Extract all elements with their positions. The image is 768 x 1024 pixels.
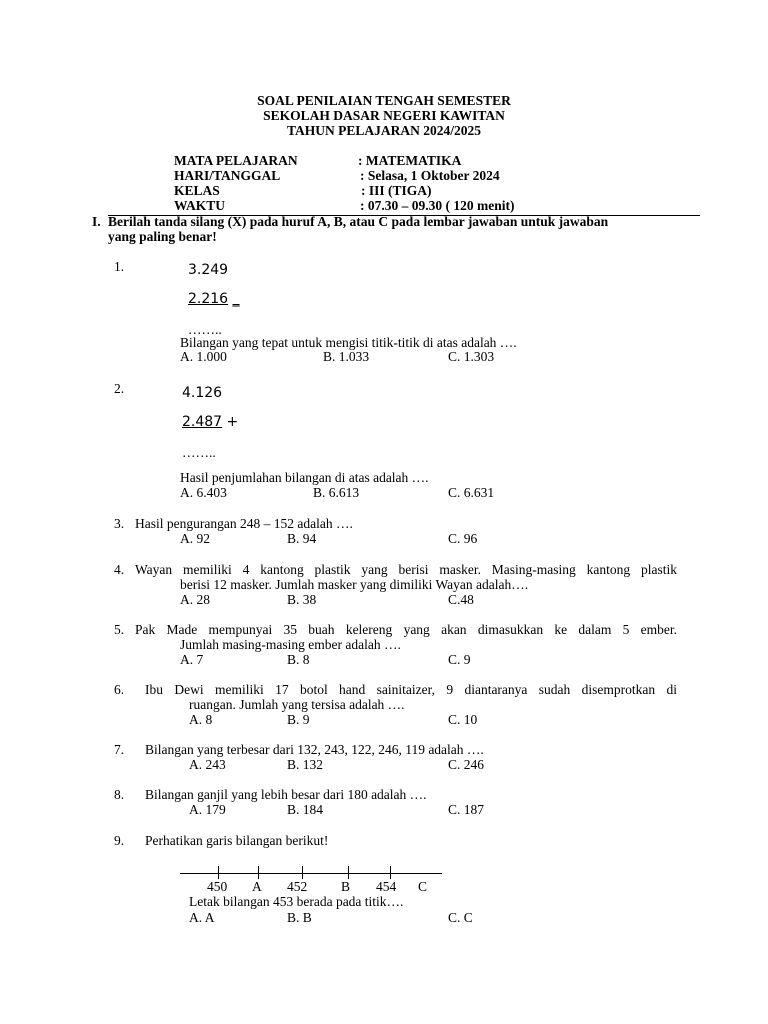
number-line [180,873,442,874]
number-line-label: A [252,879,262,894]
question-text: Bilangan yang tepat untuk mengisi titik-titik di atas adalah …. [180,335,517,350]
question-text: Bilangan ganjil yang lebih besar dari 180 adalah …. [145,787,427,802]
option-c: C. 96 [448,531,478,546]
section-number: I. [92,214,101,229]
number-line-label: 450 [207,879,228,894]
academic-year: TAHUN PELAJARAN 2024/2025 [286,123,481,138]
info-label-time: WAKTU [174,198,226,213]
q1-top-number: 3.249 [188,262,229,278]
option-a: A. 92 [180,531,210,546]
question-number: 3. [114,516,125,531]
question-text-line2: berisi 12 masker. Jumlah masker yang dimiliki Wayan adalah…. [180,577,529,592]
question-text: Hasil penjumlahan bilangan di atas adalah …. [180,470,429,485]
exam-title: SOAL PENILAIAN TENGAH SEMESTER [257,93,511,108]
option-a: A. A [189,910,215,925]
question-text-line2: ruangan. Jumlah yang tersisa adalah …. [189,697,405,712]
school-name: SEKOLAH DASAR NEGERI KAWITAN [263,108,505,123]
option-b: B. 8 [287,652,310,667]
question-text-line1: Pak Made mempunyai 35 buah kelereng yang akan dimasukkan ke dalam 5 ember. [135,622,677,637]
section-instruction-line1: Berilah tanda silang (X) pada huruf A, B, atau C pada lembar jawaban untuk jawaban [108,214,609,229]
question-text-line1: Ibu Dewi memiliki 17 botol hand sainitaizer, 9 diantaranya sudah disemprotkan di [145,682,677,697]
q1-answer-blank: …….. [188,322,222,337]
question-number: 7. [114,742,125,757]
section-instruction-line2: yang paling benar! [108,229,217,244]
question-text-line1: Wayan memiliki 4 kantong plastik yang berisi masker. Masing-masing kantong plastik [135,562,677,577]
q2-operator: + [226,414,239,430]
option-a: A. 7 [180,652,204,667]
question-text: Hasil pengurangan 248 – 152 adalah …. [135,516,353,531]
number-line-label: 454 [376,879,397,894]
option-c: C. 1.303 [448,349,495,364]
question-text-line2: Jumlah masing-masing ember adalah …. [180,637,401,652]
question-number: 8. [114,787,125,802]
question-number: 5. [114,622,125,637]
number-line-label: B [341,879,351,894]
info-value-time: : 07.30 – 09.30 ( 120 menit) [360,198,515,213]
number-line-tick [390,866,391,879]
number-line-tick [258,866,259,879]
q1-subtraction [188,292,240,307]
option-a: A. 8 [189,712,213,727]
option-b: B. 184 [287,802,324,817]
option-b: B. 132 [287,757,324,772]
option-a: A. 28 [180,592,210,607]
number-line-tick [218,866,219,879]
number-line-tick [348,866,349,879]
option-c: C.48 [448,592,474,607]
question-text: Bilangan yang terbesar dari 132, 243, 122, 246, 119 adalah …. [145,742,484,757]
option-c: C. 10 [448,712,478,727]
option-c: C. C [448,910,473,925]
option-c: C. 6.631 [448,485,495,500]
question-number: 4. [114,562,125,577]
option-c: C. 246 [448,757,485,772]
q2-answer-blank: …….. [182,445,216,460]
q2-bottom-number: 2.487 [182,414,223,430]
q2-addition [182,415,238,430]
option-b: B. 9 [287,712,310,727]
info-value-date: : Selasa, 1 Oktober 2024 [360,168,500,183]
info-label-subject: MATA PELAJARAN [174,153,298,168]
question-number: 6. [114,682,125,697]
question-text-2: Letak bilangan 453 berada pada titik…. [189,894,404,909]
option-a: A. 179 [189,802,226,817]
question-text: Perhatikan garis bilangan berikut! [145,833,329,848]
q1-operator: _ [232,291,240,307]
option-a: A. 1.000 [180,349,227,364]
option-c: C. 187 [448,802,485,817]
q2-top-number: 4.126 [182,385,223,401]
info-label-class: KELAS [174,183,220,198]
question-number: 2. [114,381,125,396]
option-a: A. 243 [189,757,226,772]
question-number: 1. [114,259,125,274]
info-label-date: HARI/TANGGAL [174,168,281,183]
option-b: B. 6.613 [313,485,360,500]
q1-bottom-number: 2.216 [188,291,229,307]
option-c: C. 9 [448,652,471,667]
info-value-class: : III (TIGA) [361,183,432,198]
option-b: B. 38 [287,592,317,607]
info-value-subject: : MATEMATIKA [358,153,462,168]
option-b: B. 94 [287,531,317,546]
number-line-label: 452 [287,879,308,894]
option-a: A. 6.403 [180,485,227,500]
question-number: 9. [114,833,125,848]
option-b: B. B [287,910,312,925]
option-b: B. 1.033 [323,349,370,364]
number-line-label: C [418,879,428,894]
number-line-tick [302,866,303,879]
